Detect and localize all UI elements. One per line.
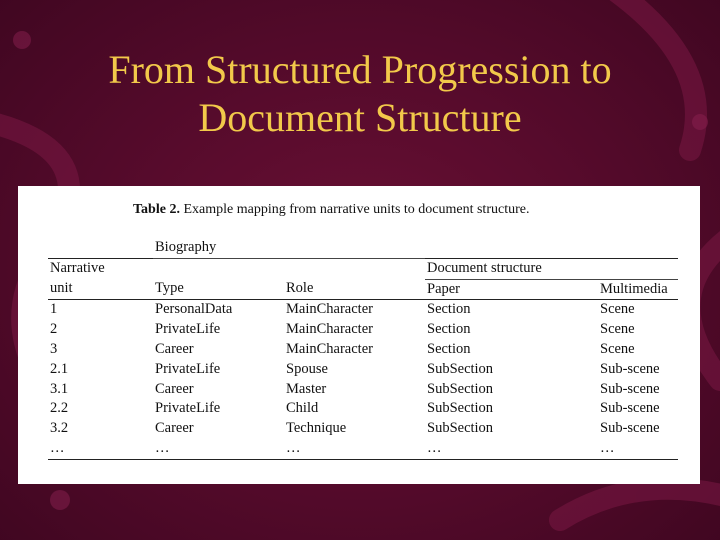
cell-unit: … — [48, 439, 153, 459]
table-row — [48, 340, 678, 360]
mapping-table — [48, 238, 678, 460]
cell-unit: 3.2 — [50, 420, 69, 437]
cell-type: PersonalData — [155, 301, 233, 318]
slide-title-line-1: From Structured Progression to — [108, 47, 612, 92]
cell-paper: SubSection — [427, 420, 494, 437]
cell-type: … — [153, 439, 284, 459]
cell-role: … — [284, 439, 425, 459]
cell-paper: SubSection — [427, 400, 494, 417]
header-unit: unit — [48, 279, 153, 300]
table-row — [48, 419, 678, 439]
table-row — [48, 399, 678, 419]
table-caption — [133, 202, 529, 218]
cell-role: MainCharacter — [286, 301, 373, 318]
table-caption-text: Example mapping from narrative units to document structure. — [183, 202, 530, 217]
cell-multimedia: Sub-scene — [600, 360, 660, 377]
cell-role: Child — [286, 400, 319, 417]
subgroup-header-row — [48, 258, 678, 279]
cell-role: MainCharacter — [286, 340, 373, 357]
cell-paper: Section — [427, 301, 471, 318]
cell-unit: 2 — [50, 321, 58, 338]
cell-unit: 1 — [50, 301, 58, 318]
table-row — [48, 320, 678, 340]
column-header-row — [48, 279, 678, 300]
cell-paper: SubSection — [427, 360, 494, 377]
table-caption-label: Table 2. — [133, 202, 180, 217]
cell-paper: SubSection — [427, 380, 494, 397]
cell-multimedia: … — [598, 439, 678, 459]
table-row — [48, 300, 678, 320]
cell-multimedia: Sub-scene — [600, 380, 660, 397]
cell-paper: … — [425, 439, 598, 459]
cell-unit: 3 — [50, 340, 58, 357]
group-header-row — [48, 238, 678, 258]
group-biography: Biography — [153, 238, 425, 258]
cell-role: Spouse — [286, 360, 328, 377]
cell-type: PrivateLife — [155, 321, 221, 338]
cell-unit: 2.1 — [50, 360, 69, 377]
cell-multimedia: Scene — [600, 301, 635, 318]
table-row — [48, 360, 678, 380]
header-role: Role — [284, 279, 425, 300]
cell-unit: 2.2 — [50, 400, 69, 417]
table-image-panel — [18, 186, 700, 484]
cell-multimedia: Sub-scene — [600, 420, 660, 437]
cell-role: Technique — [286, 420, 347, 437]
cell-multimedia: Scene — [600, 340, 635, 357]
header-paper: Paper — [425, 279, 598, 300]
cell-role: Master — [286, 380, 327, 397]
cell-role: MainCharacter — [286, 321, 373, 338]
header-narrative: Narrative — [48, 258, 153, 279]
cell-multimedia: Scene — [600, 321, 635, 338]
cell-unit: 3.1 — [50, 380, 69, 397]
group-document-structure: Document structure — [425, 258, 678, 279]
table-row — [48, 380, 678, 400]
cell-paper: Section — [427, 340, 471, 357]
header-type: Type — [153, 279, 284, 300]
cell-paper: Section — [427, 321, 471, 338]
cell-type: Career — [155, 340, 194, 357]
slide-title — [0, 46, 720, 142]
cell-type: Career — [155, 420, 194, 437]
cell-multimedia: Sub-scene — [600, 400, 660, 417]
cell-type: PrivateLife — [155, 360, 221, 377]
slide-title-line-2: Document Structure — [198, 95, 522, 140]
header-multimedia: Multimedia — [598, 279, 678, 300]
table-row — [48, 439, 678, 459]
cell-type: PrivateLife — [155, 400, 221, 417]
cell-type: Career — [155, 380, 194, 397]
